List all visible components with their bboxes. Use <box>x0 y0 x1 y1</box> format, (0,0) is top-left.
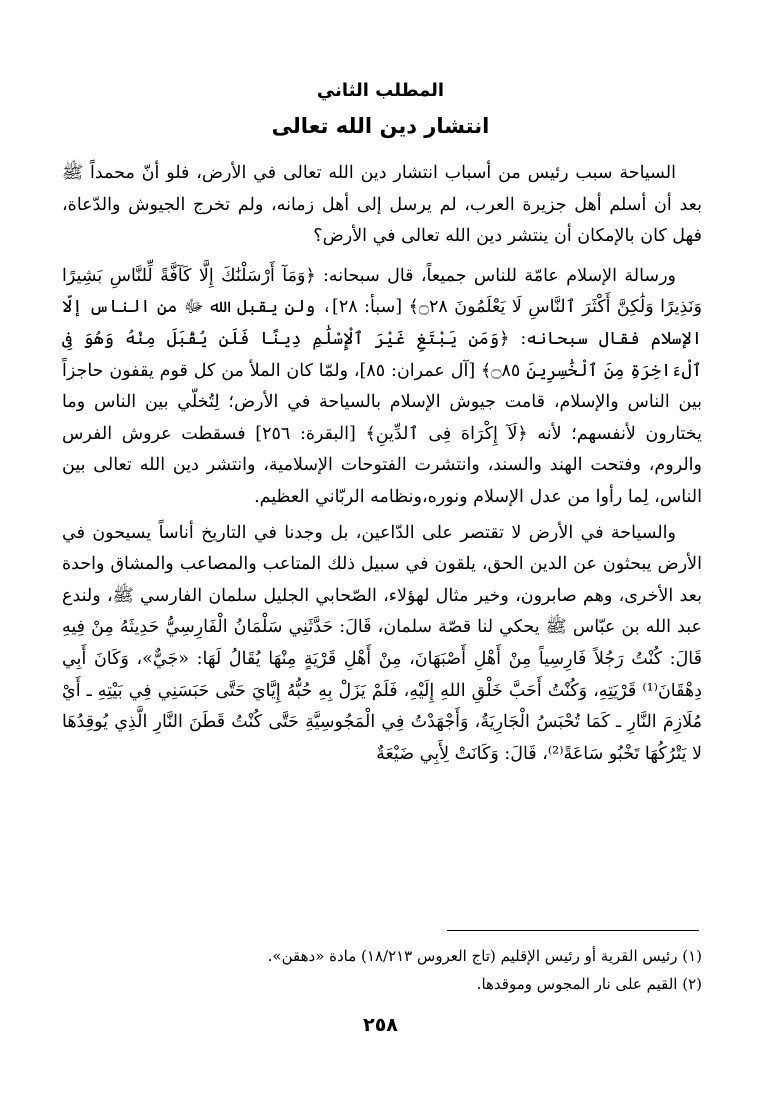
body-text <box>62 158 702 778</box>
footnotes <box>62 942 702 998</box>
section-label: المطلب الثاني <box>316 80 445 101</box>
page-number: ٢٥٨ <box>363 1014 398 1036</box>
footnote-2: (٢) القيم على نار المجوس وموقدها. <box>476 975 702 993</box>
paragraph-message: ورسالة الإسلام عامّة للناس جميعاً، قال سبحانه: ﴿وَمَآ أَرْسَلْنَٰكَ إِلَّا كَآفَّةً لِّلنَّاسِ بَشِيرًا وَنَذِيرًا وَلَٰكِنَّ أَكْثَرَ ٱلنَّاسِ لَا يَعْلَمُونَ ۝٢٨﴾ [سبأ: ٢٨]، ولن يقبل الله ﷻ من الناس إلّا الإسلام فقال سبحانه: ﴿وَمَن يَبْتَغِ غَيْرَ ٱلْإِسْلَٰمِ دِينًا فَلَن يُقْبَلَ مِنْهُ وَهُوَ فِى ٱلْءَاخِرَةِ مِنَ ٱلْخَٰسِرِينَ ۝٨٥﴾ [آل عمران: ٨٥]، ولمّا كان الملأ من كل قوم يقفون حاجزاً بين الناس والإسلام، قامت جيوش الإسلام بالسياحة في الأرض؛ لِتُخلّي بين الناس وما يختارون لأنفسهم؛ لأنه ﴿لَآ إِكْرَاهَ فِى ٱلدِّينِ﴾ [البقرة: ٢٥٦] فسقطت عروش الفرس والروم، وفتحت الهند والسند، وانتشرت الفتوحات الإسلامية، وانتشر دين الله تعالى بين الناس، لِما رأوا من عدل الإسلام ونوره،ونظامه الربّاني العظيم. <box>62 265 703 507</box>
footnote-1: (١) رئيس القرية أو رئيس الإقليم (تاج العروس ١٨/٢١٣) مادة «دهقن». <box>267 947 702 965</box>
section-title: انتشار دين الله تعالى <box>271 114 490 138</box>
paragraph-salman: والسياحة في الأرض لا تقتصر على الدّاعين، بل وجدنا في التاريخ أناساً يسيحون في الأرض يبحثون عن الدين الحق، يلقون في سبيل ذلك المتاعب والمصاعب والمشاق واحدة بعد الأخرى، وهم صابرون، وخير مثال لهؤلاء، الصّحابي الجليل سلمان الفارسي ﷺ، ولندع عبد الله بن عبّاس ﷺ يحكي لنا قصّة سلمان، قَالَ: حَدَّثَنِي سَلْمَانُ الْفَارِسِيُّ حَدِيثَهُ مِنْ فِيهِ قَالَ: كُنْتُ رَجُلاً فَارِسِياً مِنْ أَهْلِ أَصْبَهَانَ، مِنْ أَهْلِ قَرْيَةٍ مِنْهَا يُقَالُ لَهَا: «جَيٌّ»، وَكَانَ أَبِي دِهْقَانَ⁽¹⁾ قَرْيَتِهِ، وَكُنْتُ أَحَبَّ خَلْقِ اللهِ إِلَيْهِ، فَلَمْ يَزَلْ بِهِ حُبُّهُ إِيَّايَ حَتَّى حَبَسَنِي فِي بَيْتِهِ ـ أَيْ مُلَازِمَ النَّارِ ـ كَمَا تُحْبَسُ الْجَارِيَةُ، وَأَجْهَدْتُ فِي الْمَجُوسِيَّةِ حَتَّى كُنْتُ قَطَنَ النَّارِ الَّذِي يُوقِدُهَا لا يَتْرُكُهَا تَخْبُو سَاعَةً⁽²⁾، قَالَ: وَكَانَتْ لِأَبِي ضَيْعَةٌ <box>62 522 702 764</box>
paragraph-intro: السياحة سبب رئيس من أسباب انتشار دين الله تعالى في الأرض، فلو أنّ محمداً ﷺ بعد أن أسلم أهل جزيرة العرب، لم يرسل إلى أهل زمانه، ولم تخرج الجيوش والدّعاة، فهل كان بالإمكان أن ينتشر دين الله تعالى في الأرض؟ <box>62 163 702 247</box>
footnote-divider <box>447 930 699 931</box>
